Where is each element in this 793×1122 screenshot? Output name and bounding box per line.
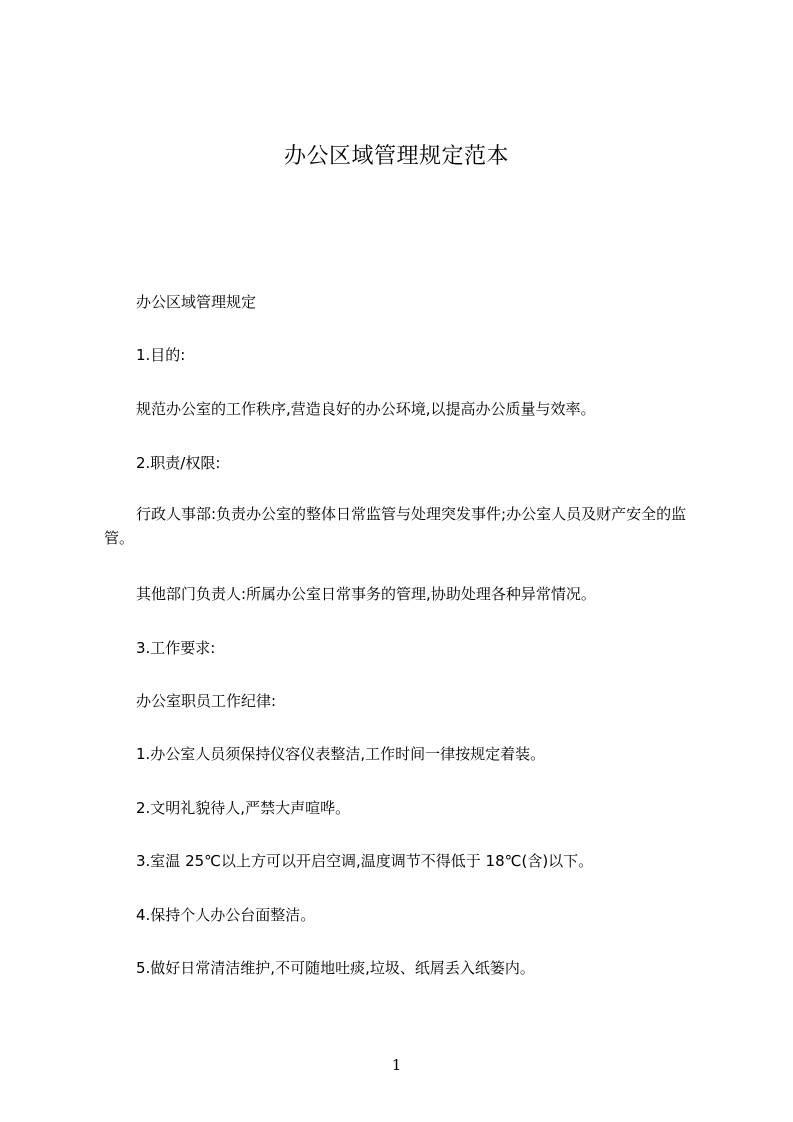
paragraph-discipline-heading: 办公室职员工作纪律: [136,692,277,710]
paragraph-requirements-heading: 3.工作要求: [136,639,216,657]
paragraph-purpose-heading: 1.目的: [136,346,186,364]
paragraph-heading: 办公区域管理规定 [136,293,257,311]
paragraph-responsibility-heading: 2.职责/权限: [136,454,221,472]
list-item: 5.做好日常清洁维护,不可随地吐痰,垃圾、纸屑丢入纸篓内。 [136,959,535,977]
list-item: 3.室温 25℃以上方可以开启空调,温度调节不得低于 18℃(含)以下。 [136,852,594,870]
list-item: 4.保持个人办公台面整洁。 [136,906,316,924]
list-item: 1.办公室人员须保持仪容仪表整洁,工作时间一律按规定着装。 [136,745,546,763]
page-number: 1 [391,1056,402,1074]
list-item: 2.文明礼貌待人,严禁大声喧哗。 [136,799,351,817]
paragraph-purpose: 规范办公室的工作秩序,营造良好的办公环境,以提高办公质量与效率。 [136,400,596,418]
paragraph-dept-responsibility: 其他部门负责人:所属办公室日常事务的管理,协助处理各种异常情况。 [136,585,596,603]
paragraph-hr-responsibility: 行政人事部:负责办公室的整体日常监管与处理突发事件;办公室人员及财产安全的监管。 [104,505,687,547]
document-title: 办公区域管理规定范本 [283,144,509,169]
